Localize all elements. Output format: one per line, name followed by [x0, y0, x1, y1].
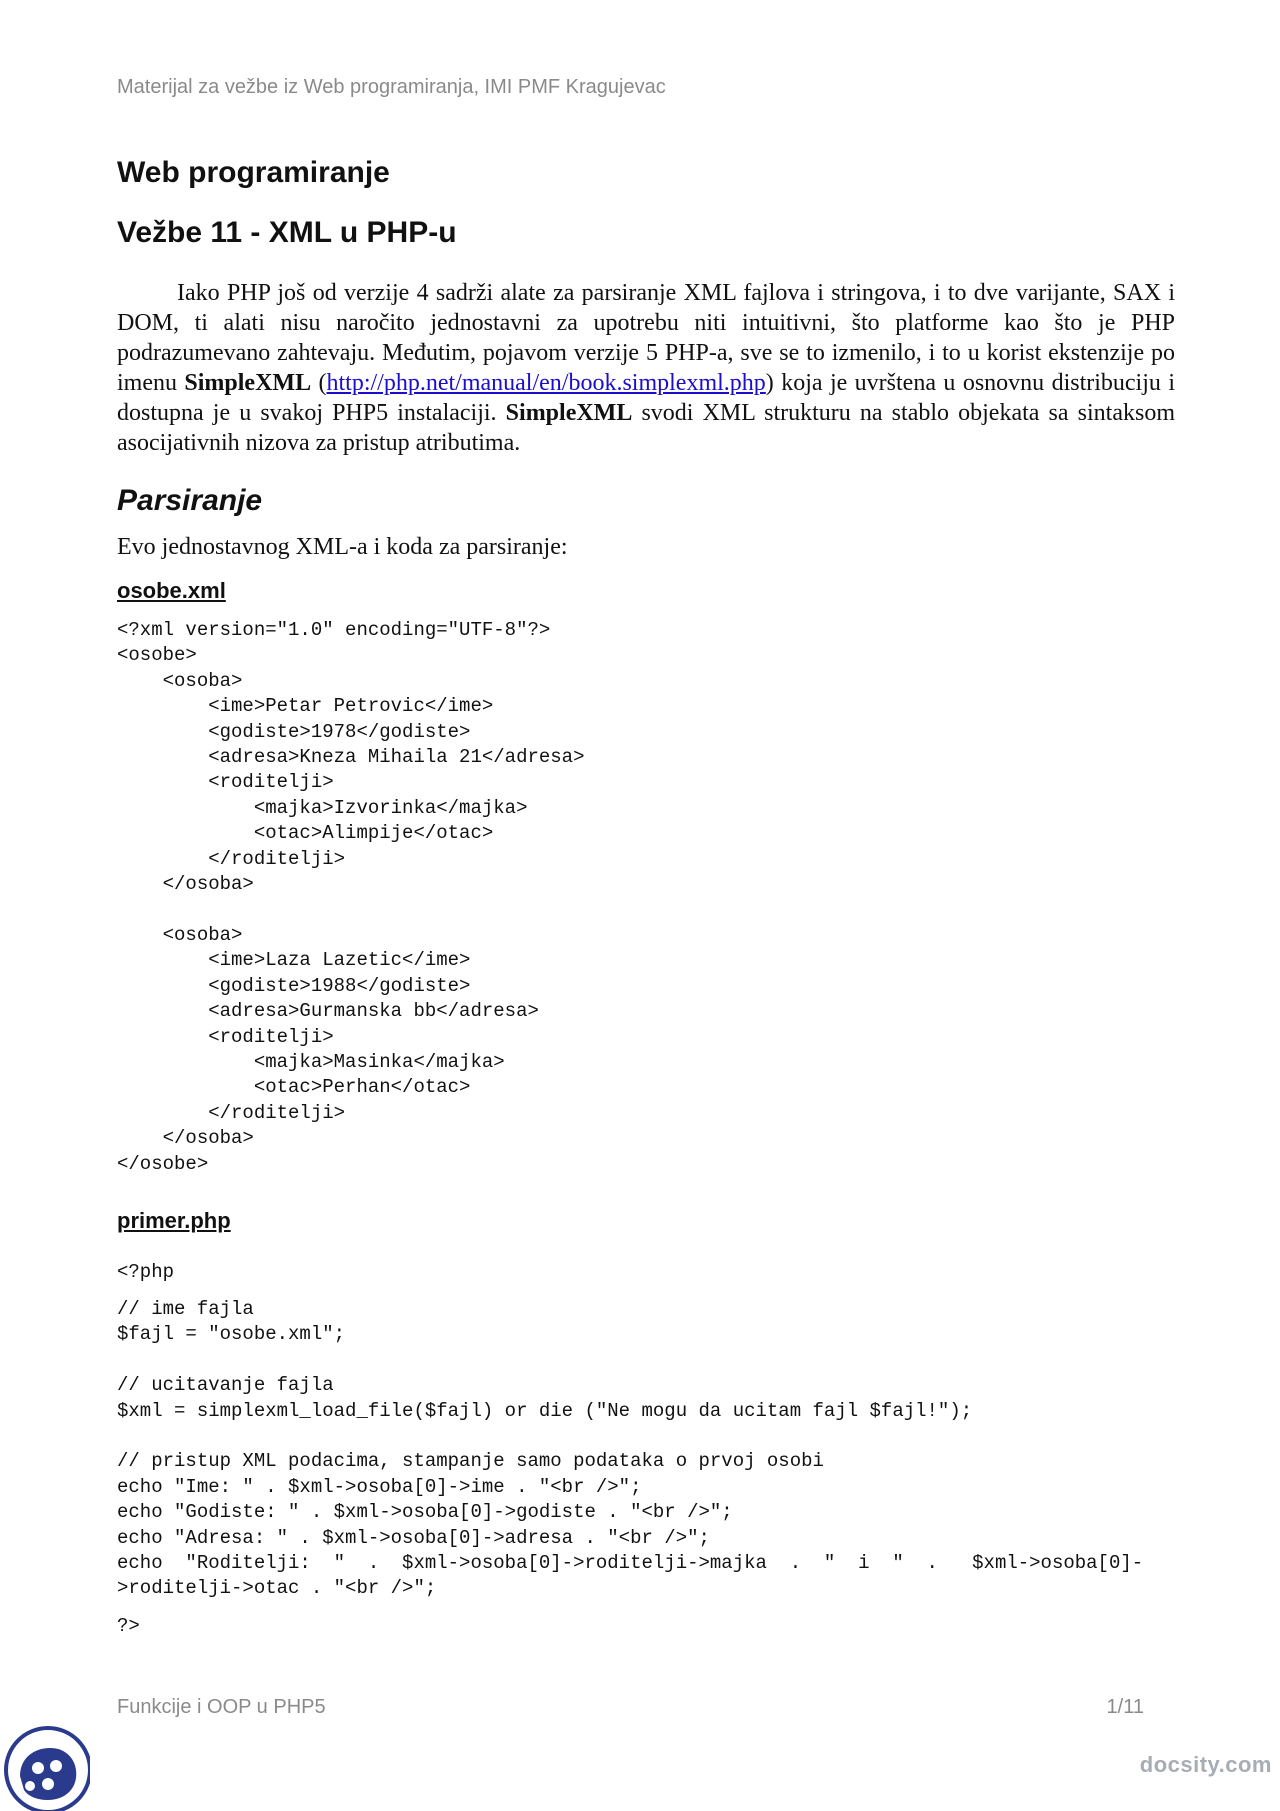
- php-file-label: primer.php: [117, 1208, 231, 1233]
- simplexml-manual-link[interactable]: http://php.net/manual/en/book.simplexml.php: [326, 370, 766, 396]
- xml-file-label: osobe.xml: [117, 578, 226, 603]
- intro-paragraph: [117, 278, 1175, 458]
- intro-text-3: ) koja je uvrštena u osnovnu distribuciju i dostupna je u svakoj PHP5 instalaciji.: [117, 370, 1175, 426]
- intro-text-4: svodi XML strukturu na stablo objekata sa sintaksom asocijativnih nizova za pristup atributima.: [117, 400, 1175, 456]
- php-code-block: // ime fajla $fajl = "osobe.xml"; // ucitavanje fajla $xml = simplexml_load_file($fajl) or die ("Ne mogu da ucitam fajl $fajl!"); // pristup XML podacima, stampanje samo podataka o prvoj osobi echo "Ime: " . $xml->osoba[0]->ime . "<br />"; echo "Godiste: " . $xml->osoba[0]->godiste . "<br />"; echo "Adresa: " . $xml->osoba[0]->adresa . "<br />"; echo "Roditelji: " . $xml->osoba[0]->roditelji->majka . " i " . $xml->osoba[0]- >roditelji->otac . "<br />";: [117, 1298, 1144, 1600]
- simplexml-term: SimpleXML: [184, 370, 312, 396]
- section-intro-text: Evo jednostavnog XML-a i koda za parsiranje:: [117, 534, 568, 560]
- page-header: Materijal za vežbe iz Web programiranja, IMI PMF Kragujevac: [117, 76, 666, 98]
- xml-code-block: <?xml version="1.0" encoding="UTF-8"?> <osobe> <osoba> <ime>Petar Petrovic</ime> <godiste>1978</godiste> <adresa>Kneza Mihaila 21</adresa> <roditelji> <majka>Izvorinka</majka> <otac>Alimpije</otac> </roditelji> </osoba> <osoba> <ime>Laza Lazetic</ime> <godiste>1988</godiste> <adresa>Gurmanska bb</adresa> <roditelji> <majka>Masinka</majka> <otac>Perhan</otac> </roditelji> </osoba> </osobe>: [117, 619, 585, 1175]
- php-close-tag: ?>: [117, 1615, 140, 1637]
- footer-text: Funkcije i OOP u PHP5: [117, 1696, 326, 1718]
- intro-text-2: (: [311, 370, 327, 396]
- page-number: 1/11: [1106, 1696, 1144, 1718]
- section-heading-parsiranje: Parsiranje: [117, 484, 263, 517]
- php-open-tag: <?php: [117, 1261, 175, 1283]
- docsity-logo-icon: [2, 1724, 90, 1811]
- docsity-watermark: docsity.com: [1139, 1752, 1272, 1777]
- simplexml-term-second: SimpleXML: [505, 400, 633, 426]
- document-subtitle: Vežbe 11 - XML u PHP-u: [117, 216, 457, 249]
- document-title: Web programiranje: [117, 156, 390, 189]
- intro-text-1: Iako PHP još od verzije 4 sadrži alate za parsiranje XML fajlova i stringova, i to dve varijante, SAX i DOM, ti alati nisu naročito jednostavni za upotrebu niti intuitivni, što platforme kao što je PHP podrazumevano zahtevaju. Međutim, pojavom verzije 5 PHP-a, sve se to izmenilo, i to u korist ekstenzije po imenu: [117, 280, 1175, 396]
